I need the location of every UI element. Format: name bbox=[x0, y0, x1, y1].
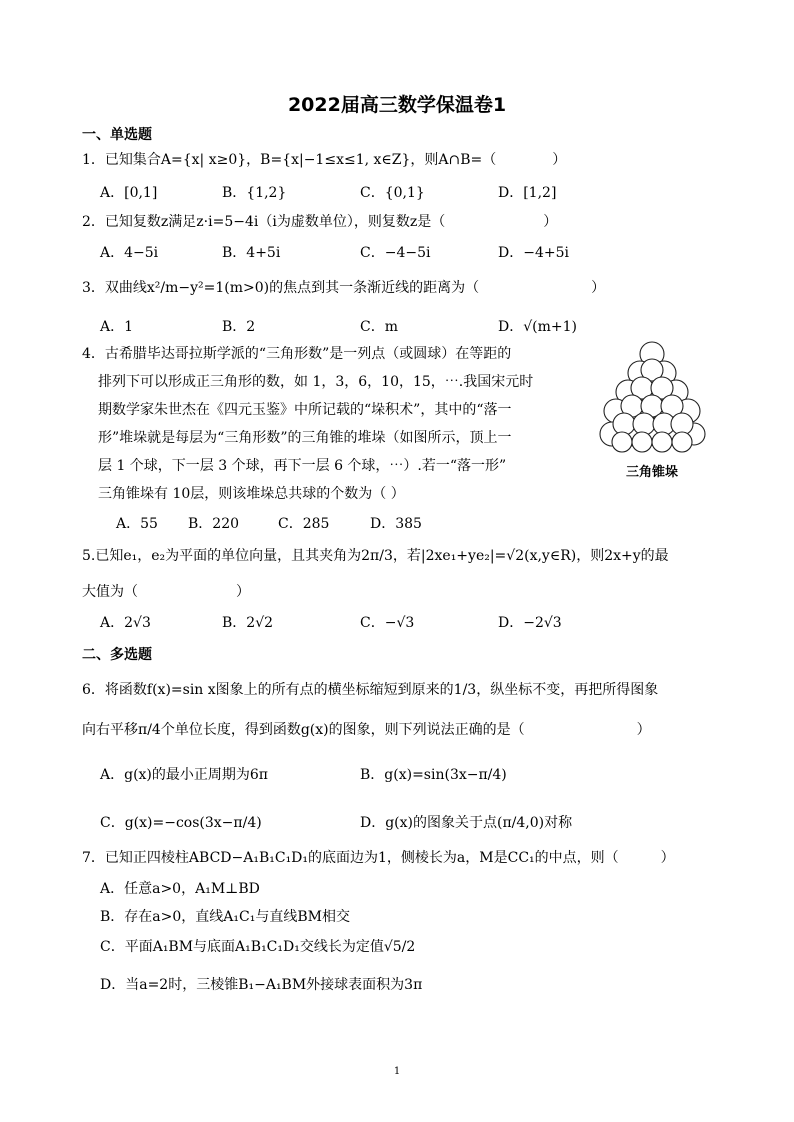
q3-option-c: C．m bbox=[360, 319, 398, 335]
q1-option-b: B．{1,2} bbox=[222, 185, 287, 201]
q7-option-b: B．存在a>0，直线A₁C₁与直线BM相交 bbox=[100, 909, 350, 925]
q7-option-d: D．当a=2时，三棱锥B₁−A₁BM外接球表面积为3π bbox=[100, 977, 423, 993]
q1-option-a: A．[0,1] bbox=[100, 185, 158, 201]
q6-option-b: B．g(x)=sin(3x−π/4) bbox=[360, 767, 507, 783]
q4-option-b: B．220 bbox=[188, 516, 240, 532]
q4-line-6: 三角锥垛有 10层，则该堆垛总共球的个数为（ ） bbox=[98, 486, 405, 502]
q2-option-d: D．−4+5i bbox=[498, 245, 569, 261]
q2-option-a: A．4−5i bbox=[100, 245, 159, 261]
q7-option-c: C．平面A₁BM与底面A₁B₁C₁D₁交线长为定值√5/2 bbox=[100, 939, 416, 955]
q4-option-a: A．55 bbox=[116, 516, 158, 532]
q5-option-d: D．−2√3 bbox=[498, 615, 562, 631]
q5-line-1: 5.已知e₁，e₂为平面的单位向量，且其夹角为2π/3，若|2xe₁+ye₂|=√2(x,y∈R)，则2x+y的最 bbox=[82, 548, 669, 564]
q6-option-d: D．g(x)的图象关于点(π/4,0)对称 bbox=[360, 815, 573, 831]
q6-line-1: 6．将函数f(x)=sin x图象上的所有点的横坐标缩短到原来的1/3，纵坐标不变，再把所得图象 bbox=[82, 682, 659, 698]
section-multiple-choice: 二、多选题 bbox=[82, 647, 152, 663]
q1-option-c: C．{0,1} bbox=[360, 185, 425, 201]
q2-option-b: B．4+5i bbox=[222, 245, 281, 261]
q2-option-c: C．−4−5i bbox=[360, 245, 431, 261]
q4-option-d: D．385 bbox=[370, 516, 422, 532]
figure-caption: 三角锥垛 bbox=[625, 465, 679, 480]
q3-stem: 3．双曲线x²/m−y²=1(m>0)的焦点到其一条渐近线的距离为（ ） bbox=[82, 280, 606, 296]
q7-stem: 7．已知正四棱柱ABCD−A₁B₁C₁D₁的底面边为1，侧棱长为a，M是CC₁的中点，则（ ） bbox=[82, 850, 675, 866]
q5-option-c: C．−√3 bbox=[360, 615, 415, 631]
q4-line-2: 排列下可以形成正三角形的数，如 1，3，6，10，15，⋯.我国宋元时 bbox=[98, 374, 534, 390]
q1-option-d: D．[1,2] bbox=[498, 185, 557, 201]
q4-line-3: 期数学家朱世杰在《四元玉鉴》中所记载的“垛积术”，其中的“落一 bbox=[98, 402, 512, 418]
triangular-pile-figure bbox=[598, 340, 706, 485]
page-number: 1 bbox=[393, 1066, 401, 1077]
q4-option-c: C．285 bbox=[278, 516, 330, 532]
q6-line-2: 向右平移π/4个单位长度，得到函数g(x)的图象，则下列说法正确的是（ ） bbox=[82, 722, 651, 738]
q6-option-c: C．g(x)=−cos(3x−π/4) bbox=[100, 815, 262, 831]
q7-option-a: A．任意a>0，A₁M⊥BD bbox=[100, 881, 260, 897]
q3-option-b: B．2 bbox=[222, 319, 256, 335]
q3-option-a: A．1 bbox=[100, 319, 134, 335]
q6-option-a: A．g(x)的最小正周期为6π bbox=[100, 767, 268, 783]
q5-option-a: A．2√3 bbox=[100, 615, 151, 631]
q2-stem: 2．已知复数z满足z·i=5−4i（i为虚数单位），则复数z是（ ） bbox=[82, 214, 558, 230]
q4-line-4: 形”堆垛就是每层为“三角形数”的三角锥的堆垛（如图所示，顶上一 bbox=[98, 430, 512, 446]
q5-line-2: 大值为（ ） bbox=[82, 584, 250, 600]
q3-option-d: D．√(m+1) bbox=[498, 319, 577, 335]
q5-option-b: B．2√2 bbox=[222, 615, 274, 631]
q4-line-5: 层 1 个球，下一层 3 个球，再下一层 6 个球，⋯）.若一“落一形” bbox=[98, 458, 507, 474]
q4-line-1: 4．古希腊毕达哥拉斯学派的“三角形数”是一列点（或圆球）在等距的 bbox=[82, 346, 512, 362]
section-single-choice: 一、单选题 bbox=[82, 127, 152, 143]
page-title: 2022届高三数学保温卷1 bbox=[287, 94, 507, 116]
q1-stem: 1．已知集合A={x| x≥0}，B={x|−1≤x≤1, x∈Z}，则A∩B=（ ） bbox=[82, 152, 567, 168]
